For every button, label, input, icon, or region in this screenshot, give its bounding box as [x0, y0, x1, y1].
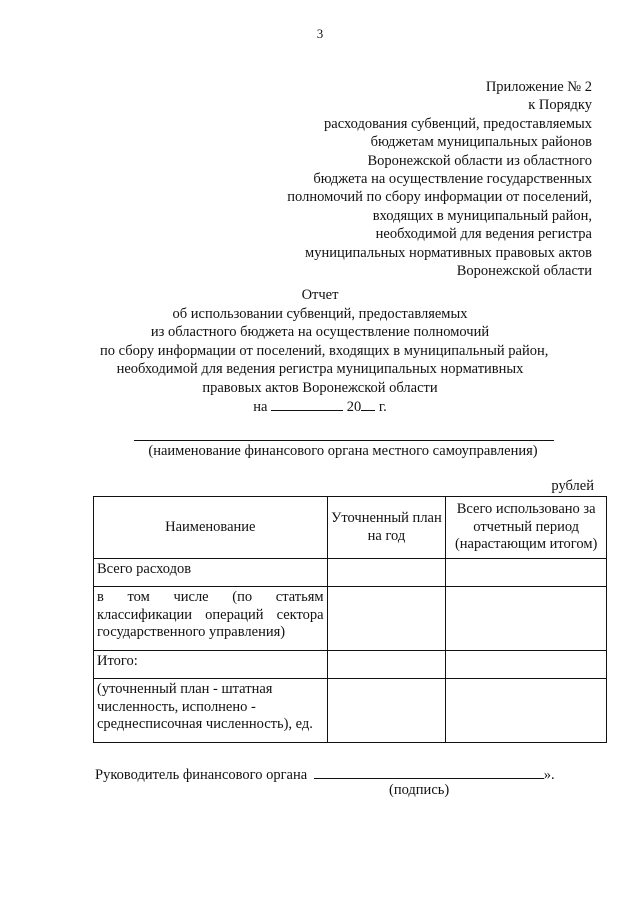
appendix-line: бюджетам муниципальных районов — [370, 134, 592, 151]
page-number: 3 — [316, 26, 324, 41]
header-name: Наименование — [94, 497, 328, 559]
report-date-suffix: г. — [378, 399, 387, 415]
appendix-line: муниципальных нормативных правовых актов — [305, 244, 592, 261]
report-title-line: об использовании субвенций, предоставляемых — [172, 305, 468, 322]
org-caption: (наименование финансового органа местного самоуправления) — [148, 443, 538, 459]
row-name: Итого: — [94, 651, 328, 679]
appendix-line: к Порядку — [528, 97, 592, 114]
report-date-year: 20 — [346, 399, 362, 415]
signature-label: Руководитель финансового органа — [95, 767, 308, 783]
report-title — [100, 286, 549, 417]
table-row — [94, 587, 607, 651]
report-year-blank[interactable] — [361, 397, 375, 411]
report-date-blank[interactable] — [271, 397, 343, 411]
row-used-cell[interactable] — [446, 587, 607, 651]
report-table — [93, 496, 607, 743]
header-used: Всего использовано за отчетный период (нарастающим итогом) — [446, 497, 607, 559]
row-used-cell[interactable] — [446, 679, 607, 743]
report-date-line — [100, 397, 540, 417]
appendix-line: необходимой для ведения регистра — [375, 226, 592, 243]
table-row — [94, 559, 607, 587]
header-plan: Уточненный план на год — [327, 497, 446, 559]
signature-line[interactable] — [314, 764, 544, 779]
report-title-line: по сбору информации от поселений, входящих в муниципальный район, — [100, 342, 549, 359]
currency-label: рублей — [551, 478, 594, 494]
table-row — [94, 651, 607, 679]
row-used-cell[interactable] — [446, 559, 607, 587]
row-used-cell[interactable] — [446, 651, 607, 679]
report-title-line: Отчет — [301, 287, 339, 303]
appendix-line: входящих в муниципальный район, — [372, 207, 592, 224]
row-plan-cell[interactable] — [327, 559, 446, 587]
appendix-line: Приложение № 2 — [485, 79, 592, 95]
signature-closing: ». — [543, 767, 555, 783]
appendix-line: бюджета на осуществление государственных — [313, 171, 592, 188]
row-name: (уточненный план - штатная численность, исполнено - среднесписочная численность), ед. — [94, 679, 328, 743]
row-plan-cell[interactable] — [327, 651, 446, 679]
report-title-line: правовых актов Воронежской области — [202, 379, 438, 396]
table-header-row — [94, 497, 607, 559]
signature-row — [95, 764, 555, 784]
appendix-line: Воронежской области из областного — [367, 152, 592, 169]
report-date-prefix: на — [253, 399, 268, 415]
org-name-line[interactable] — [134, 440, 554, 441]
report-title-line: из областного бюджета на осуществление полномочий — [150, 324, 490, 340]
row-name: в том числе (по статьям классификации операций сектора государственного управления) — [94, 587, 328, 651]
appendix-line: полномочий по сбору информации от поселений, — [287, 189, 592, 206]
appendix-block — [287, 78, 592, 280]
signature-caption: (подпись) — [389, 782, 450, 798]
row-plan-cell[interactable] — [327, 587, 446, 651]
table-row — [94, 679, 607, 743]
row-plan-cell[interactable] — [327, 679, 446, 743]
row-name: Всего расходов — [94, 559, 328, 587]
appendix-line: Воронежской области — [456, 263, 592, 280]
appendix-line: расходования субвенций, предоставляемых — [324, 115, 592, 132]
report-title-line: необходимой для ведения регистра муниципальных нормативных — [116, 361, 524, 377]
